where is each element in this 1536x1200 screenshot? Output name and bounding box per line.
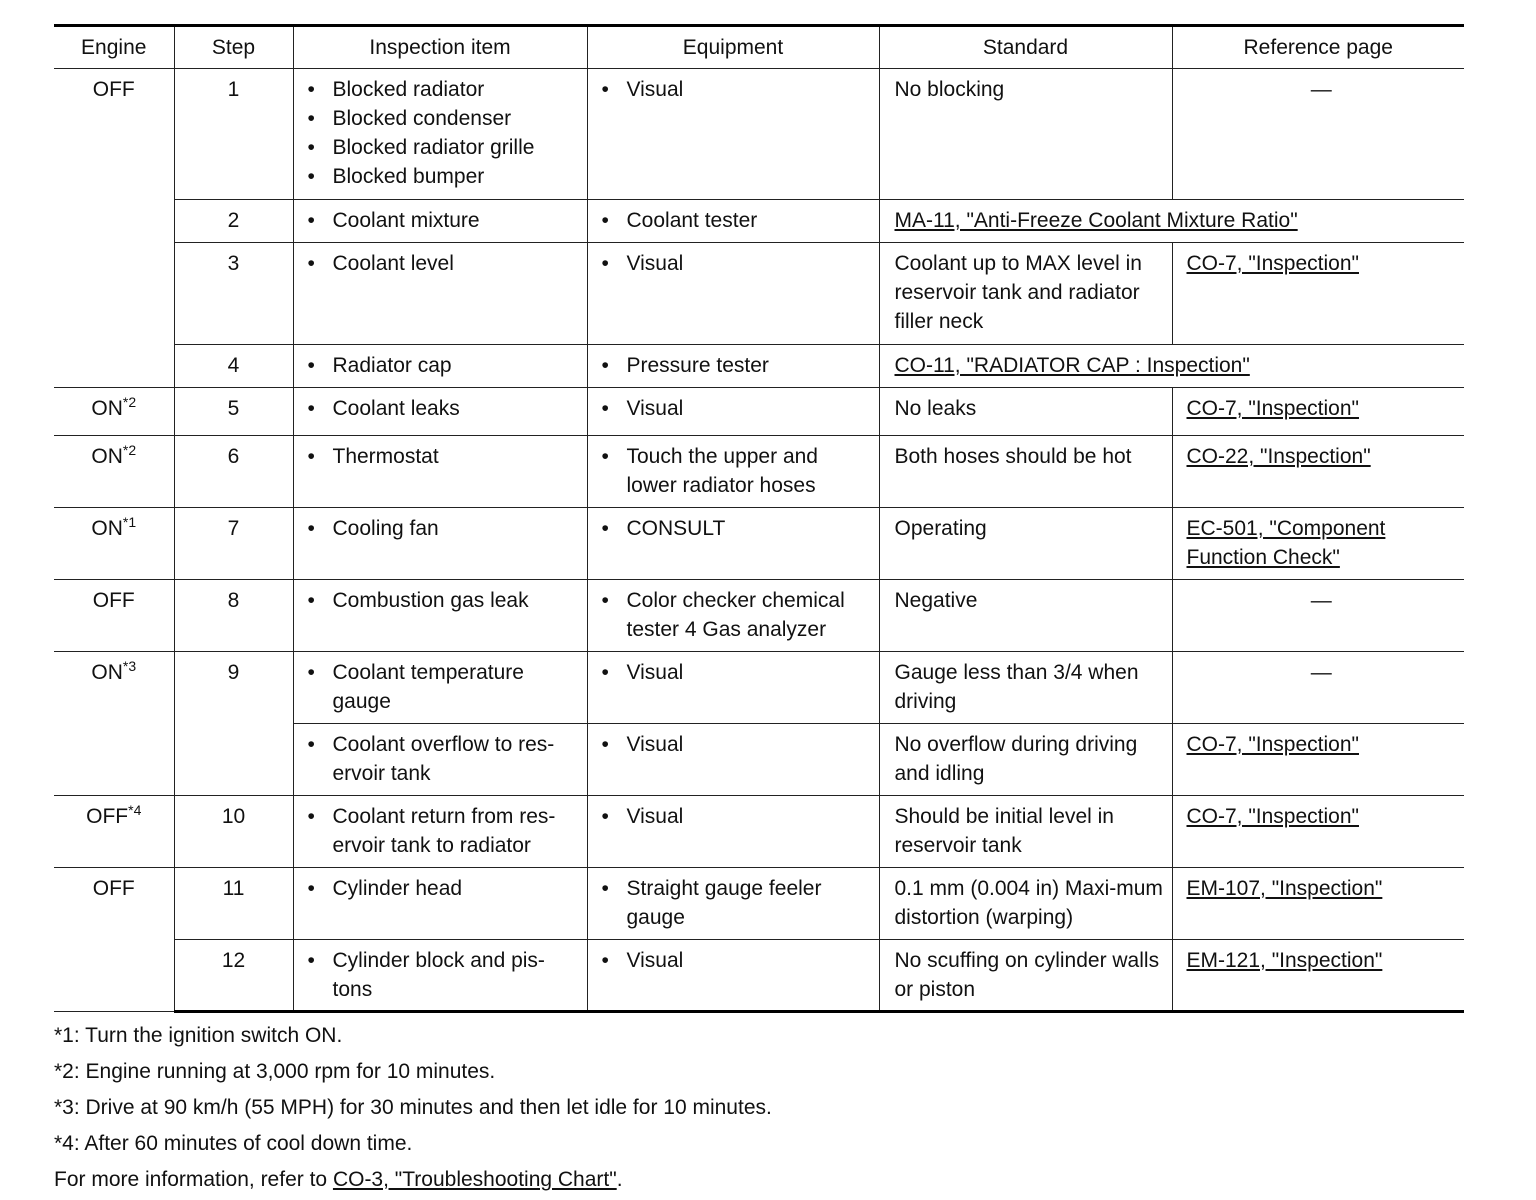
reference-link[interactable]: CO-7, "Inspection": [1186, 805, 1359, 828]
inspection-item-list: [308, 586, 579, 615]
equipment-cell: [587, 724, 879, 796]
equipment-list: [602, 802, 871, 831]
footnote-1: *1: Turn the ignition switch ON.: [54, 1024, 343, 1047]
inspection-item-list: [308, 658, 579, 716]
equipment-bullet: • CONSULT: [602, 514, 871, 543]
table-row: [54, 868, 1464, 940]
inspection-item-bullet: • Combustion gas leak: [308, 586, 579, 615]
inspection-item-cell: [293, 508, 587, 580]
table-header-row: [54, 26, 1464, 69]
step-cell: 3: [174, 243, 293, 345]
inspection-item-list: [308, 351, 579, 380]
inspection-item-cell: [293, 436, 587, 508]
table-row: [54, 243, 1464, 345]
inspection-item-bullet: • Coolant mixture: [308, 206, 579, 235]
standard-cell: 0.1 mm (0.004 in) Maxi-mum distortion (warping): [879, 868, 1172, 940]
table-row: [54, 652, 1464, 724]
inspection-item-bullet: • Coolant return from res-ervoir tank to radiator: [308, 802, 579, 860]
engine-cell: [54, 580, 174, 652]
table-row: [54, 508, 1464, 580]
more-info-suffix: .: [616, 1168, 623, 1191]
step-cell: 6: [174, 436, 293, 508]
header-inspection-item: Inspection item: [293, 26, 587, 69]
standard-cell: Negative: [879, 580, 1172, 652]
reference-cell: —: [1172, 580, 1464, 652]
standard-cell: Operating: [879, 508, 1172, 580]
engine-state: OFF: [92, 589, 135, 612]
engine-footnote-ref: *3: [122, 658, 137, 674]
equipment-list: [602, 249, 871, 278]
standard-cell: No blocking: [879, 69, 1172, 200]
equipment-cell: [587, 436, 879, 508]
equipment-cell: [587, 345, 879, 388]
equipment-cell: [587, 508, 879, 580]
inspection-item-cell: [293, 243, 587, 345]
merged-reference-cell: [879, 345, 1464, 388]
engine-cell: [54, 796, 174, 868]
engine-state: ON: [91, 397, 123, 420]
step-cell: 10: [174, 796, 293, 868]
equipment-cell: [587, 580, 879, 652]
inspection-item-bullet: • Cylinder head: [308, 874, 579, 903]
troubleshooting-chart-link[interactable]: CO-3, "Troubleshooting Chart": [332, 1168, 617, 1191]
step-cell: 2: [174, 200, 293, 243]
reference-cell: [1172, 940, 1464, 1012]
equipment-cell: [587, 796, 879, 868]
equipment-list: [602, 394, 871, 423]
engine-cell: [54, 868, 174, 1012]
inspection-item-bullet: • Coolant overflow to res-ervoir tank: [308, 730, 579, 788]
inspection-table: [54, 24, 1464, 1013]
equipment-bullet: • Visual: [602, 658, 871, 687]
equipment-cell: [587, 940, 879, 1012]
equipment-list: [602, 206, 871, 235]
inspection-item-cell: [293, 796, 587, 868]
equipment-cell: [587, 243, 879, 345]
reference-link[interactable]: CO-7, "Inspection": [1186, 397, 1359, 420]
engine-state: OFF: [92, 78, 135, 101]
standard-cell: Gauge less than 3/4 when driving: [879, 652, 1172, 724]
inspection-item-cell: [293, 69, 587, 200]
reference-cell: [1172, 436, 1464, 508]
inspection-item-bullet: • Radiator cap: [308, 351, 579, 380]
reference-link[interactable]: CO-11, "RADIATOR CAP : Inspection": [894, 354, 1250, 377]
standard-cell: No leaks: [879, 388, 1172, 436]
equipment-list: [602, 75, 871, 104]
table-row: [54, 436, 1464, 508]
standard-cell: No scuffing on cylinder walls or piston: [879, 940, 1172, 1012]
footnote-3: *3: Drive at 90 km/h (55 MPH) for 30 minutes and then let idle for 10 minutes.: [54, 1096, 772, 1119]
table-row: [54, 940, 1464, 1012]
equipment-cell: [587, 652, 879, 724]
reference-link[interactable]: CO-7, "Inspection": [1186, 733, 1359, 756]
standard-cell: No overflow during driving and idling: [879, 724, 1172, 796]
equipment-list: [602, 730, 871, 759]
table-body: [54, 69, 1464, 1012]
engine-cell: [54, 436, 174, 508]
equipment-bullet: • Touch the upper and lower radiator hoses: [602, 442, 871, 500]
inspection-item-cell: [293, 345, 587, 388]
equipment-cell: [587, 868, 879, 940]
table-row: [54, 388, 1464, 436]
equipment-bullet: • Coolant tester: [602, 206, 871, 235]
equipment-bullet: • Color checker chemical tester 4 Gas analyzer: [602, 586, 871, 644]
equipment-bullet: • Visual: [602, 75, 871, 104]
inspection-item-list: [308, 514, 579, 543]
engine-state: ON: [91, 445, 123, 468]
step-cell: 7: [174, 508, 293, 580]
reference-cell: [1172, 508, 1464, 580]
engine-footnote-ref: *2: [122, 394, 137, 410]
step-cell: 11: [174, 868, 293, 940]
header-equipment: Equipment: [587, 26, 879, 69]
merged-reference-cell: [879, 200, 1464, 243]
engine-state: ON: [91, 517, 123, 540]
footnote-4: *4: After 60 minutes of cool down time.: [54, 1132, 413, 1155]
inspection-item-list: [308, 802, 579, 860]
reference-link[interactable]: EM-121, "Inspection": [1186, 949, 1383, 972]
equipment-bullet: • Visual: [602, 946, 871, 975]
equipment-cell: [587, 69, 879, 200]
inspection-item-list: [308, 874, 579, 903]
reference-link[interactable]: CO-22, "Inspection": [1186, 445, 1371, 468]
inspection-item-list: [308, 946, 579, 1004]
reference-cell: [1172, 243, 1464, 345]
equipment-bullet: • Visual: [602, 730, 871, 759]
header-standard: Standard: [879, 26, 1172, 69]
inspection-item-list: [308, 730, 579, 788]
inspection-item-cell: [293, 200, 587, 243]
inspection-item-cell: [293, 652, 587, 724]
header-engine: Engine: [54, 26, 174, 69]
reference-cell: —: [1172, 69, 1464, 200]
step-cell: 5: [174, 388, 293, 436]
inspection-item-cell: [293, 724, 587, 796]
reference-link[interactable]: EC-501, "Component Function Check": [1186, 517, 1386, 569]
more-info-line: [54, 1162, 772, 1198]
equipment-bullet: • Straight gauge feeler gauge: [602, 874, 871, 932]
reference-link[interactable]: EM-107, "Inspection": [1186, 877, 1383, 900]
equipment-cell: [587, 388, 879, 436]
step-cell: 12: [174, 940, 293, 1012]
engine-state: OFF: [86, 805, 129, 828]
equipment-cell: [587, 200, 879, 243]
equipment-list: [602, 442, 871, 500]
inspection-item-list: [308, 75, 579, 191]
header-step: Step: [174, 26, 293, 69]
table-row: [54, 69, 1464, 200]
table-row: [54, 345, 1464, 388]
engine-state: OFF: [92, 877, 135, 900]
equipment-bullet: • Visual: [602, 394, 871, 423]
more-info-prefix: For more information, refer to: [54, 1168, 333, 1191]
inspection-item-bullet: • Blocked bumper: [308, 162, 579, 191]
engine-footnote-ref: *1: [122, 514, 137, 530]
step-cell: 9: [174, 652, 293, 796]
equipment-list: [602, 514, 871, 543]
engine-cell: [54, 652, 174, 796]
engine-footnote-ref: *4: [128, 802, 142, 818]
standard-cell: Both hoses should be hot: [879, 436, 1172, 508]
footnote-2: *2: Engine running at 3,000 rpm for 10 minutes.: [54, 1060, 496, 1083]
reference-cell: [1172, 868, 1464, 940]
inspection-item-bullet: • Cylinder block and pis-tons: [308, 946, 579, 1004]
engine-footnote-ref: *2: [122, 442, 137, 458]
inspection-item-bullet: • Blocked condenser: [308, 104, 579, 133]
equipment-list: [602, 874, 871, 932]
inspection-item-bullet: • Thermostat: [308, 442, 579, 471]
inspection-item-bullet: • Coolant level: [308, 249, 579, 278]
inspection-item-bullet: • Blocked radiator: [308, 75, 579, 104]
equipment-bullet: • Pressure tester: [602, 351, 871, 380]
standard-cell: Should be initial level in reservoir tank: [879, 796, 1172, 868]
standard-cell: Coolant up to MAX level in reservoir tank and radiator filler neck: [879, 243, 1172, 345]
equipment-bullet: • Visual: [602, 249, 871, 278]
footnotes: [54, 1018, 772, 1198]
table-row: [54, 200, 1464, 243]
step-cell: 8: [174, 580, 293, 652]
table-row: [54, 580, 1464, 652]
inspection-item-cell: [293, 940, 587, 1012]
table-row: [54, 796, 1464, 868]
header-reference-page: Reference page: [1172, 26, 1464, 69]
engine-cell: [54, 69, 174, 388]
reference-link[interactable]: CO-7, "Inspection": [1186, 252, 1359, 275]
engine-cell: [54, 508, 174, 580]
step-cell: 4: [174, 345, 293, 388]
inspection-item-list: [308, 442, 579, 471]
inspection-item-cell: [293, 868, 587, 940]
reference-cell: [1172, 796, 1464, 868]
reference-cell: [1172, 388, 1464, 436]
inspection-item-bullet: • Coolant temperature gauge: [308, 658, 579, 716]
inspection-item-list: [308, 206, 579, 235]
equipment-list: [602, 351, 871, 380]
inspection-item-bullet: • Coolant leaks: [308, 394, 579, 423]
equipment-list: [602, 586, 871, 644]
equipment-bullet: • Visual: [602, 802, 871, 831]
step-cell: 1: [174, 69, 293, 200]
equipment-list: [602, 658, 871, 687]
inspection-item-cell: [293, 580, 587, 652]
inspection-item-cell: [293, 388, 587, 436]
inspection-item-list: [308, 249, 579, 278]
reference-cell: —: [1172, 652, 1464, 724]
equipment-list: [602, 946, 871, 975]
inspection-item-list: [308, 394, 579, 423]
reference-link[interactable]: MA-11, "Anti-Freeze Coolant Mixture Ratio": [894, 209, 1298, 232]
engine-state: ON: [91, 661, 123, 684]
inspection-item-bullet: • Blocked radiator grille: [308, 133, 579, 162]
reference-cell: [1172, 724, 1464, 796]
inspection-item-bullet: • Cooling fan: [308, 514, 579, 543]
engine-cell: [54, 388, 174, 436]
